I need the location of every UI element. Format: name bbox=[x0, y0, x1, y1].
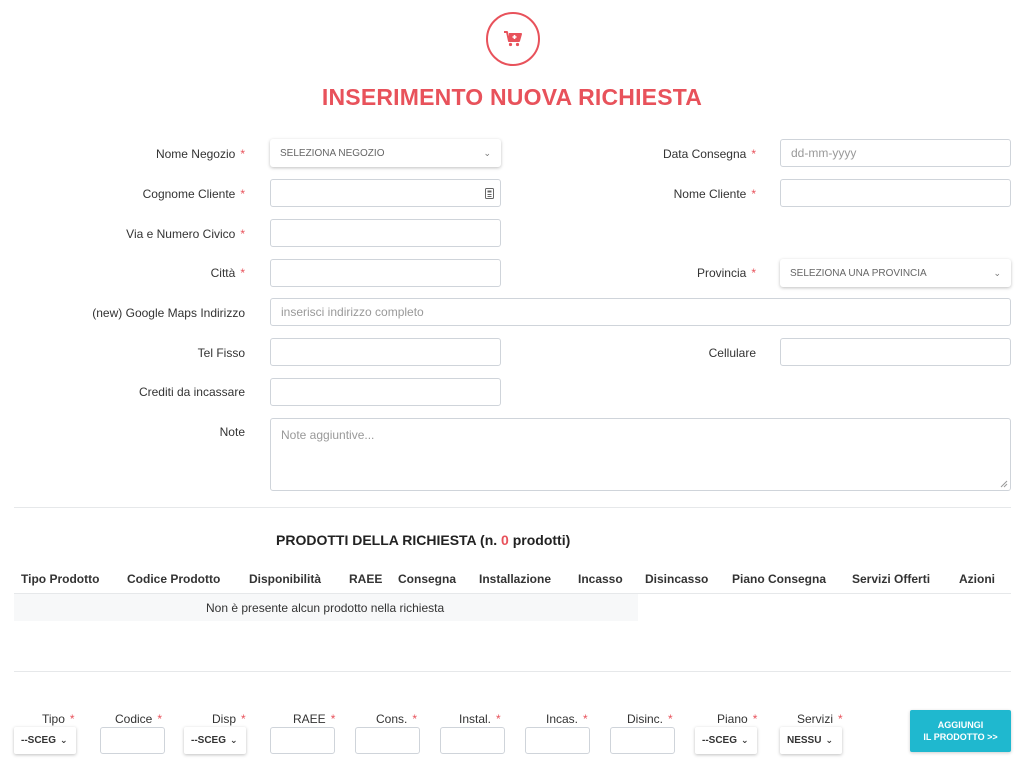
products-count: 0 bbox=[501, 532, 509, 548]
add-disp-select[interactable] bbox=[184, 727, 246, 754]
add-servizi-select[interactable] bbox=[780, 727, 842, 754]
note-placeholder: Note aggiuntive... bbox=[281, 428, 375, 442]
add-raee-input[interactable] bbox=[270, 727, 335, 754]
col-disponibilita: Disponibilità bbox=[249, 572, 321, 586]
products-title: PRODOTTI DELLA RICHIESTA (n. 0 prodotti) bbox=[276, 532, 571, 548]
google-maps-placeholder: inserisci indirizzo completo bbox=[281, 305, 424, 319]
chevron-down-icon: ⌄ bbox=[483, 147, 491, 158]
note-label: Note bbox=[219, 425, 245, 439]
add-piano-label: Piano * bbox=[717, 712, 758, 726]
nome-negozio-select[interactable] bbox=[270, 139, 501, 167]
add-codice-input[interactable] bbox=[100, 727, 165, 754]
add-cons-input[interactable] bbox=[355, 727, 420, 754]
add-product-button-line1: AGGIUNGI bbox=[937, 720, 984, 730]
col-disincasso: Disincasso bbox=[645, 572, 709, 586]
add-product-button[interactable] bbox=[910, 710, 1011, 752]
chevron-down-icon: ⌄ bbox=[60, 735, 68, 745]
add-tipo-select[interactable] bbox=[14, 727, 76, 754]
add-piano-select[interactable] bbox=[695, 727, 757, 754]
section-divider bbox=[14, 507, 1011, 508]
add-disinc-label: Disinc. * bbox=[627, 712, 673, 726]
col-installazione: Installazione bbox=[479, 572, 552, 586]
data-consegna-input[interactable] bbox=[780, 139, 1011, 167]
add-disinc-input[interactable] bbox=[610, 727, 675, 754]
add-codice-label: Codice * bbox=[115, 712, 163, 726]
add-tipo-value: --SCEG bbox=[21, 735, 56, 746]
data-consegna-label: Data Consegna * bbox=[662, 147, 756, 161]
data-consegna-placeholder: dd-mm-yyyy bbox=[791, 146, 857, 160]
add-tipo-label: Tipo * bbox=[42, 712, 75, 726]
via-label: Via e Numero Civico * bbox=[126, 227, 245, 241]
nome-cliente-label: Nome Cliente * bbox=[673, 187, 756, 201]
provincia-label: Provincia * bbox=[696, 266, 756, 280]
empty-table-row bbox=[14, 594, 638, 621]
add-instal-input[interactable] bbox=[440, 727, 505, 754]
add-cons-label: Cons. * bbox=[376, 712, 418, 726]
cognome-cliente-label: Cognome Cliente * bbox=[142, 187, 245, 201]
provincia-select[interactable] bbox=[780, 259, 1011, 287]
nome-cliente-input[interactable] bbox=[780, 179, 1011, 207]
citta-label: Città * bbox=[210, 266, 245, 280]
via-input[interactable] bbox=[270, 219, 501, 247]
crediti-input[interactable] bbox=[270, 378, 501, 406]
col-codice-prodotto: Codice Prodotto bbox=[127, 572, 221, 586]
add-disp-label: Disp * bbox=[212, 712, 246, 726]
crediti-label: Crediti da incassare bbox=[138, 385, 245, 399]
col-tipo-prodotto: Tipo Prodotto bbox=[21, 572, 100, 586]
col-servizi-offerti: Servizi Offerti bbox=[852, 572, 931, 586]
chevron-down-icon: ⌄ bbox=[741, 735, 749, 745]
google-maps-input[interactable] bbox=[270, 298, 1011, 326]
col-raee: RAEE bbox=[349, 572, 383, 586]
google-maps-label: (new) Google Maps Indirizzo bbox=[92, 306, 245, 320]
contact-card-icon bbox=[485, 188, 494, 199]
chevron-down-icon: ⌄ bbox=[230, 735, 238, 745]
page-title: INSERIMENTO NUOVA RICHIESTA bbox=[321, 84, 703, 110]
tel-fisso-input[interactable] bbox=[270, 338, 501, 366]
add-product-button-line2: IL PRODOTTO >> bbox=[923, 732, 998, 742]
add-raee-label: RAEE * bbox=[293, 712, 336, 726]
add-instal-label: Instal. * bbox=[459, 712, 501, 726]
resize-grip-icon[interactable] bbox=[1000, 480, 1008, 488]
col-incasso: Incasso bbox=[578, 572, 623, 586]
citta-input[interactable] bbox=[270, 259, 501, 287]
add-incas-input[interactable] bbox=[525, 727, 590, 754]
col-piano-consegna: Piano Consegna bbox=[732, 572, 827, 586]
cart-plus-icon bbox=[503, 30, 523, 48]
add-incas-label: Incas. * bbox=[546, 712, 588, 726]
col-consegna: Consegna bbox=[398, 572, 457, 586]
cellulare-label: Cellulare bbox=[708, 346, 756, 360]
nome-negozio-label: Nome Negozio * bbox=[155, 147, 245, 161]
nome-negozio-value: SELEZIONA NEGOZIO bbox=[280, 147, 385, 159]
tel-fisso-label: Tel Fisso bbox=[197, 346, 245, 360]
section-divider bbox=[14, 671, 1011, 672]
cellulare-input[interactable] bbox=[780, 338, 1011, 366]
chevron-down-icon: ⌄ bbox=[825, 735, 833, 745]
add-servizi-label: Servizi * bbox=[797, 712, 843, 726]
col-azioni: Azioni bbox=[959, 572, 995, 586]
cart-logo bbox=[486, 12, 540, 66]
add-piano-value: --SCEG bbox=[702, 735, 737, 746]
add-servizi-value: NESSU bbox=[787, 735, 822, 746]
provincia-value: SELEZIONA UNA PROVINCIA bbox=[790, 267, 927, 279]
cognome-cliente-input[interactable] bbox=[270, 179, 501, 207]
note-textarea[interactable] bbox=[270, 418, 1011, 491]
empty-message: Non è presente alcun prodotto nella richiesta bbox=[206, 600, 445, 615]
chevron-down-icon: ⌄ bbox=[993, 267, 1001, 278]
add-disp-value: --SCEG bbox=[191, 735, 226, 746]
